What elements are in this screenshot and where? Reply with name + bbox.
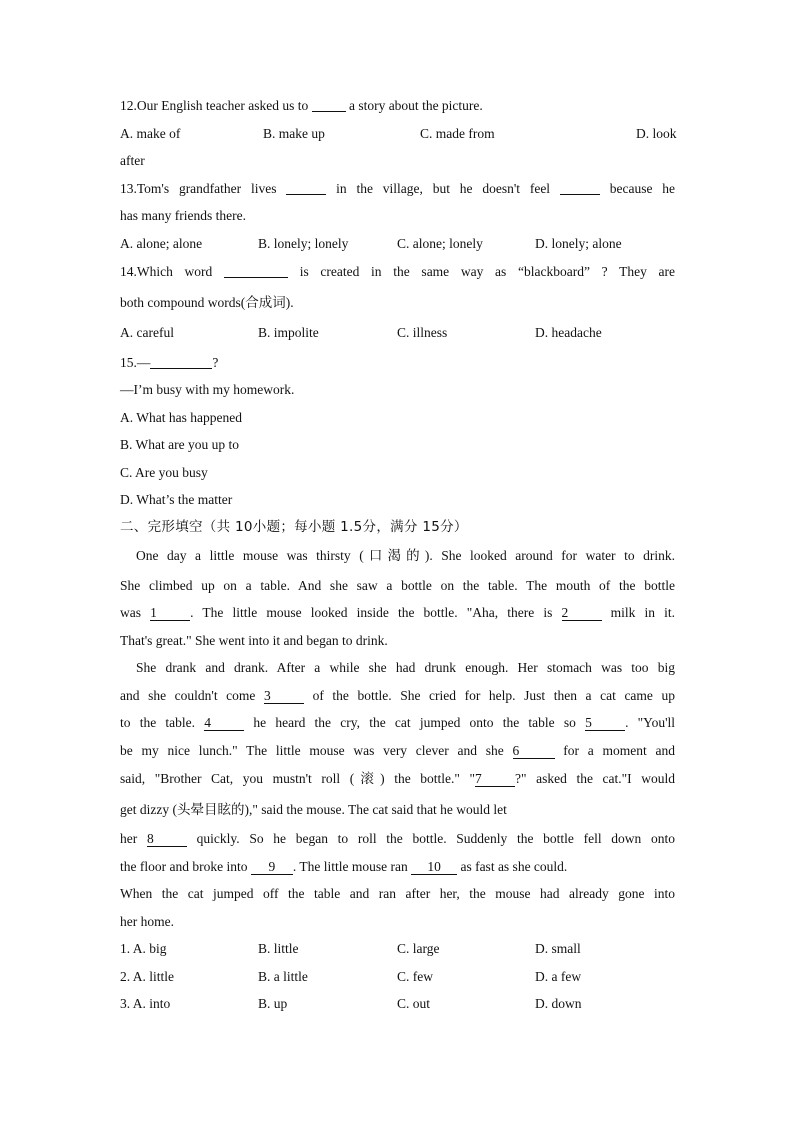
passage-text: her — [120, 831, 147, 846]
choice-a: 2. A. little — [120, 968, 174, 984]
answer-blank — [560, 179, 600, 195]
passage-text: get dizzy (头晕目眩的)," said the mouse. The cat said that he would let — [120, 801, 507, 817]
q12-text-end: a story about the picture. — [345, 98, 483, 113]
section-2-heading — [120, 514, 675, 542]
option-a: A. careful — [120, 325, 174, 340]
passage-text: ?" asked the cat."I would — [515, 771, 675, 786]
q14-text-3: both compound words(合成词). — [120, 294, 294, 310]
option-b: B. make up — [263, 125, 325, 141]
passage-line — [120, 825, 675, 853]
q12-options — [120, 120, 675, 148]
q15-option-d — [120, 486, 675, 514]
q13-text-3: because he — [599, 180, 675, 196]
choice-b: B. little — [258, 941, 299, 956]
choice-row — [120, 935, 675, 963]
passage-text: milk in it. — [601, 605, 676, 620]
passage-line — [120, 795, 675, 826]
question-14 — [120, 257, 675, 288]
choice-c: C. out — [397, 996, 431, 1011]
passage-text: as fast as she could. — [457, 858, 568, 874]
choice-c: C. large — [397, 941, 440, 956]
passage-text: he heard the cry, the cat jumped onto the table so — [244, 715, 586, 730]
option-c: C. made from — [420, 125, 495, 141]
passage-text: the floor and broke into — [120, 858, 251, 874]
choice-b: B. up — [258, 996, 288, 1011]
passage-line — [120, 654, 675, 682]
answer-blank — [312, 96, 346, 112]
passage-text: One day a little mouse was thirsty (口渴的). She looked around for water to drink. — [136, 548, 675, 563]
option-d: D. look — [636, 125, 677, 141]
q14-line-2 — [120, 288, 675, 319]
blank-number: 10 — [411, 859, 457, 875]
q15-option-b — [120, 431, 675, 459]
answer-blank — [224, 262, 288, 278]
q13-text-4: has many friends there. — [120, 208, 246, 223]
q15-option-c — [120, 459, 675, 487]
passage-line — [120, 541, 675, 572]
passage-text: She drank and drank. After a while she had drunk enough. Her stomach was too big — [136, 660, 675, 675]
choice-row — [120, 963, 675, 991]
blank-number: 5 — [585, 715, 625, 731]
q13-text-2: in the village, but he doesn't feel — [326, 180, 560, 196]
option-d-continued: after — [120, 153, 145, 168]
option-d: D. What’s the matter — [120, 492, 233, 507]
passage-text: . The little mouse looked inside the bottle. "Aha, there is — [190, 605, 562, 620]
blank-number: 7 — [475, 771, 515, 787]
passage-text: . The little mouse ran — [292, 858, 412, 874]
q15-answer — [120, 376, 675, 404]
passage-line — [120, 737, 675, 765]
answer-blank — [150, 353, 212, 369]
passage-line — [120, 853, 675, 881]
passage-text: her home. — [120, 913, 174, 929]
option-d: D. lonely; alone — [535, 235, 622, 251]
blank-number: 9 — [251, 859, 293, 875]
passage-line — [120, 682, 675, 710]
option-c: C. alone; lonely — [397, 235, 483, 251]
question-12 — [120, 92, 675, 120]
q13-text-1: 13.Tom's grandfather lives — [120, 180, 287, 196]
passage-text: for a moment and — [554, 742, 675, 758]
q15-prompt-start: 15.— — [120, 354, 151, 370]
passage-line — [120, 908, 675, 936]
passage-text: That's great." She went into it and began to drink. — [120, 632, 388, 648]
passage-line — [120, 880, 675, 908]
passage-line — [120, 599, 675, 627]
question-13 — [120, 175, 675, 203]
passage-line — [120, 764, 675, 795]
passage-text: said, "Brother Cat, you mustn't roll (滚) the bottle." " — [120, 771, 476, 786]
q14-options — [120, 318, 675, 349]
passage-text: . "You'll — [625, 715, 675, 730]
blank-number: 1 — [150, 605, 190, 621]
option-a: A. alone; alone — [120, 235, 203, 251]
q14-text-1: 14.Which word — [120, 264, 224, 279]
choice-d: D. small — [535, 941, 581, 956]
blank-number: 3 — [264, 688, 304, 704]
choice-row — [120, 990, 675, 1018]
option-a: A. make of — [120, 125, 181, 141]
q12-text-start: 12.Our English teacher asked us to — [120, 98, 312, 113]
question-15 — [120, 349, 675, 377]
option-a: A. What has happened — [120, 409, 242, 425]
q13-options — [120, 230, 675, 258]
option-c: C. illness — [397, 325, 448, 340]
passage-text: of the bottle. She cried for help. Just then a cat came up — [304, 687, 675, 703]
option-b: B. lonely; lonely — [258, 235, 349, 251]
passage-line — [120, 627, 675, 655]
exam-page — [120, 92, 675, 1018]
choice-a: 1. A. big — [120, 941, 167, 956]
option-c: C. Are you busy — [120, 464, 208, 480]
passage-text: When the cat jumped off the table and ran after her, the mouse had already gone into — [120, 886, 675, 901]
blank-number: 2 — [562, 605, 602, 621]
passage-text: be my nice lunch." The little mouse was very clever and she — [120, 742, 513, 758]
answer-blank — [286, 179, 326, 195]
option-b: B. What are you up to — [120, 437, 239, 452]
passage-line — [120, 709, 675, 737]
choice-c: C. few — [397, 968, 433, 984]
blank-number: 8 — [147, 831, 187, 847]
choice-d: D. a few — [535, 968, 582, 984]
choice-a: 3. A. into — [120, 996, 171, 1011]
passage-text: She climbed up on a table. And she saw a bottle on the table. The mouth of the bottle — [120, 577, 675, 593]
q14-text-2: is created in the same way as “blackboard” ? They are — [288, 264, 676, 279]
q15-prompt-end: ? — [212, 354, 219, 370]
q12-option-wrap — [120, 147, 675, 175]
option-b: B. impolite — [258, 325, 319, 340]
choice-b: B. a little — [258, 968, 308, 984]
choice-d: D. down — [535, 996, 582, 1011]
passage-line — [120, 572, 675, 600]
blank-number: 6 — [513, 743, 555, 759]
q13-line-2 — [120, 202, 675, 230]
passage-text: was — [120, 605, 151, 620]
section-title: 二、完形填空（共 10小题；每小题 1.5分，满分 15分） — [120, 518, 468, 535]
option-d: D. headache — [535, 325, 602, 340]
passage-text: to the table. — [120, 715, 205, 730]
q15-option-a — [120, 404, 675, 432]
blank-number: 4 — [204, 715, 244, 731]
passage-text: and she couldn't come — [120, 687, 264, 703]
q15-answer-text: —I’m busy with my homework. — [120, 382, 295, 397]
passage-text: quickly. So he began to roll the bottle. Suddenly the bottle fell down onto — [186, 831, 675, 846]
